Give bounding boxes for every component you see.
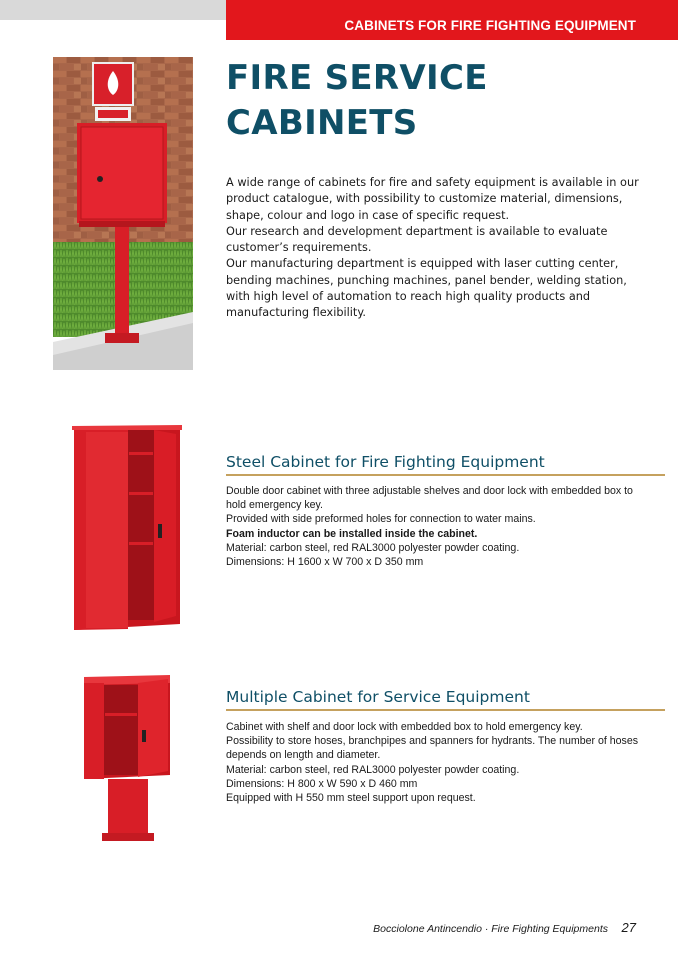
section-line: Equipped with H 550 mm steel support upon request. — [226, 792, 476, 805]
section-line: Foam inductor can be installed inside the cabinet. — [226, 527, 478, 540]
section-line: Possibility to store hoses, branchpipes and spanners for hydrants. The number of hoses depends on length and diameter. — [226, 735, 639, 762]
header-bar — [226, 0, 678, 40]
intro-paragraph: A wide range of cabinets for fire and safety equipment is available in our product catalogue, with possibility to customize material, dimensions, shape, colour and logo in case of specific request. — [226, 176, 639, 222]
section-line: Provided with side preformed holes for connection to water mains. — [226, 513, 536, 526]
page-title: FIRE SERVICE CABINETS — [226, 58, 488, 143]
footer-text: Bocciolone Antincendio · Fire Fighting Equipments — [373, 923, 608, 935]
section-line: Material: carbon steel, red RAL3000 polyester powder coating. — [226, 763, 520, 776]
header-title: CABINETS FOR FIRE FIGHTING EQUIPMENT — [344, 18, 636, 33]
section-body-multiple-cabinet — [226, 720, 646, 805]
section-line: Double door cabinet with three adjustable shelves and door lock with embedded box to hold emergency key. — [226, 485, 633, 512]
multiple-cabinet-photo — [82, 675, 174, 845]
intro-paragraph: Our research and development department is available to evaluate customer’s requirements. — [226, 224, 608, 255]
section-rule — [226, 709, 665, 711]
section-rule — [226, 474, 665, 476]
section-line: Material: carbon steel, red RAL3000 polyester powder coating. — [226, 541, 520, 554]
section-body-steel-cabinet — [226, 484, 646, 569]
section-line: Cabinet with shelf and door lock with embedded box to hold emergency key. — [226, 721, 583, 733]
post-mounted-cabinet-photo — [53, 57, 193, 370]
section-line: Dimensions: H 1600 x W 700 x D 350 mm — [226, 556, 424, 569]
section-title-multiple-cabinet: Multiple Cabinet for Service Equipment — [226, 688, 530, 706]
section-line: Dimensions: H 800 x W 590 x D 460 mm — [226, 777, 418, 790]
header-gray-strip — [0, 0, 226, 20]
section-title-steel-cabinet: Steel Cabinet for Fire Fighting Equipment — [226, 453, 545, 471]
intro-paragraph: Our manufacturing department is equipped with laser cutting center, bending machines, punching machines, panel bender, welding station, with high level of automation to reach high quality products and manufacturing flexibility. — [226, 257, 627, 320]
intro-text — [226, 175, 646, 322]
double-door-cabinet-photo — [72, 424, 182, 636]
page-number: 27 — [621, 920, 636, 935]
